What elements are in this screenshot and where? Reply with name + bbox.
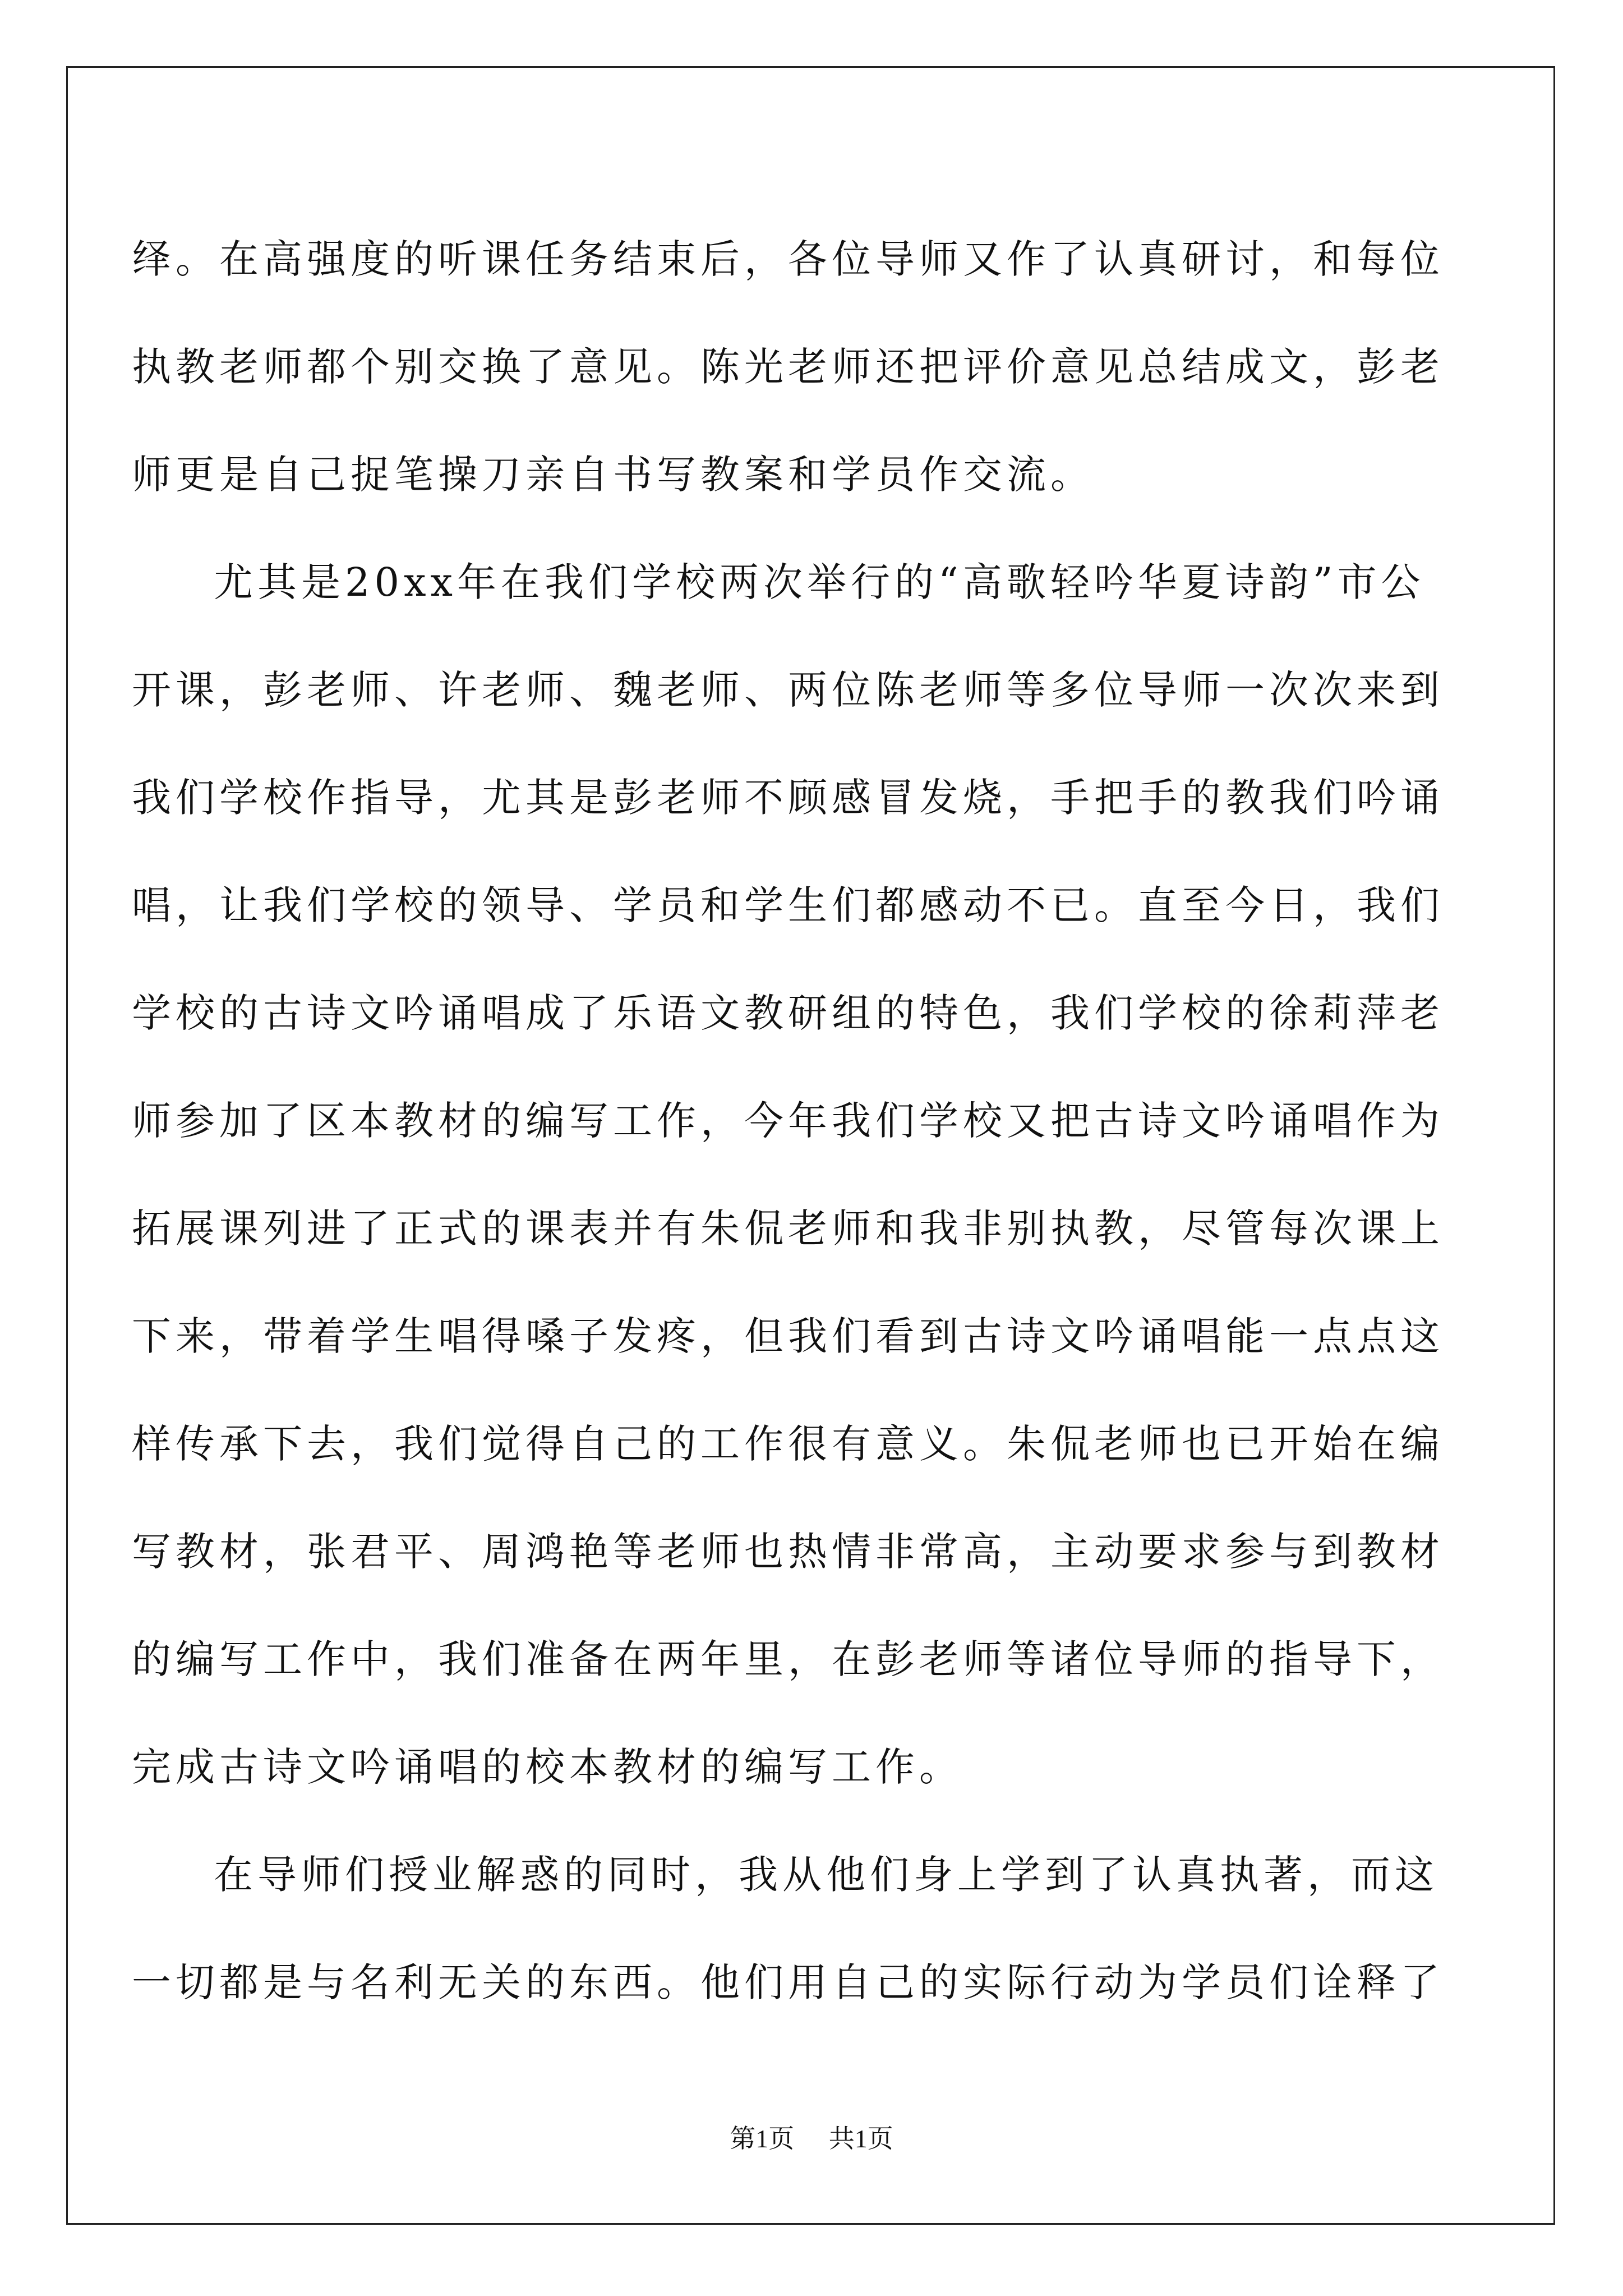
text-line: 唱，让我们学校的领导、学员和学生们都感动不已。直至今日，我们 xyxy=(132,882,1444,928)
page-number-current: 第1页 xyxy=(730,2124,795,2153)
text-line: 我们学校作指导，尤其是彭老师不顾感冒发烧，手把手的教我们吟诵 xyxy=(132,775,1444,821)
text-line: 下来，带着学生唱得嗓子发疼，但我们看到古诗文吟诵唱能一点点这 xyxy=(132,1313,1444,1359)
document-body xyxy=(132,205,1480,2036)
text-line: 在导师们授业解惑的同时，我从他们身上学到了认真执著，而这 xyxy=(214,1852,1438,1898)
text-line: 一切都是与名利无关的东西。他们用自己的实际行动为学员们诠释了 xyxy=(132,1959,1444,2005)
text-line: 样传承下去，我们觉得自己的工作很有意义。朱侃老师也已开始在编 xyxy=(132,1421,1444,1467)
page-footer xyxy=(0,2122,1623,2156)
text-line: 的编写工作中，我们准备在两年里，在彭老师等诸位导师的指导下， xyxy=(132,1636,1444,1682)
text-line: 学校的古诗文吟诵唱成了乐语文教研组的特色，我们学校的徐莉萍老 xyxy=(132,990,1444,1036)
text-line: 拓展课列进了正式的课表并有朱侃老师和我非别执教，尽管每次课上 xyxy=(132,1205,1444,1251)
text-line: 写教材，张君平、周鸿艳等老师也热情非常高，主动要求参与到教材 xyxy=(132,1529,1444,1575)
text-line: 师参加了区本教材的编写工作，今年我们学校又把古诗文吟诵唱作为 xyxy=(132,1098,1444,1144)
text-line: 完成古诗文吟诵唱的校本教材的编写工作。 xyxy=(132,1744,963,1790)
text-line: 尤其是20xx年在我们学校两次举行的“高歌轻吟华夏诗韵”市公 xyxy=(214,559,1425,605)
text-line: 执教老师都个别交换了意见。陈光老师还把评价意见总结成文，彭老 xyxy=(132,344,1444,390)
text-line: 开课，彭老师、许老师、魏老师、两位陈老师等多位导师一次次来到 xyxy=(132,667,1444,713)
page-number-total: 共1页 xyxy=(828,2124,893,2153)
text-line: 师更是自己捉笔操刀亲自书写教案和学员作交流。 xyxy=(132,452,1094,498)
text-line: 绎。在高强度的听课任务结束后，各位导师又作了认真研讨，和每位 xyxy=(132,236,1444,282)
